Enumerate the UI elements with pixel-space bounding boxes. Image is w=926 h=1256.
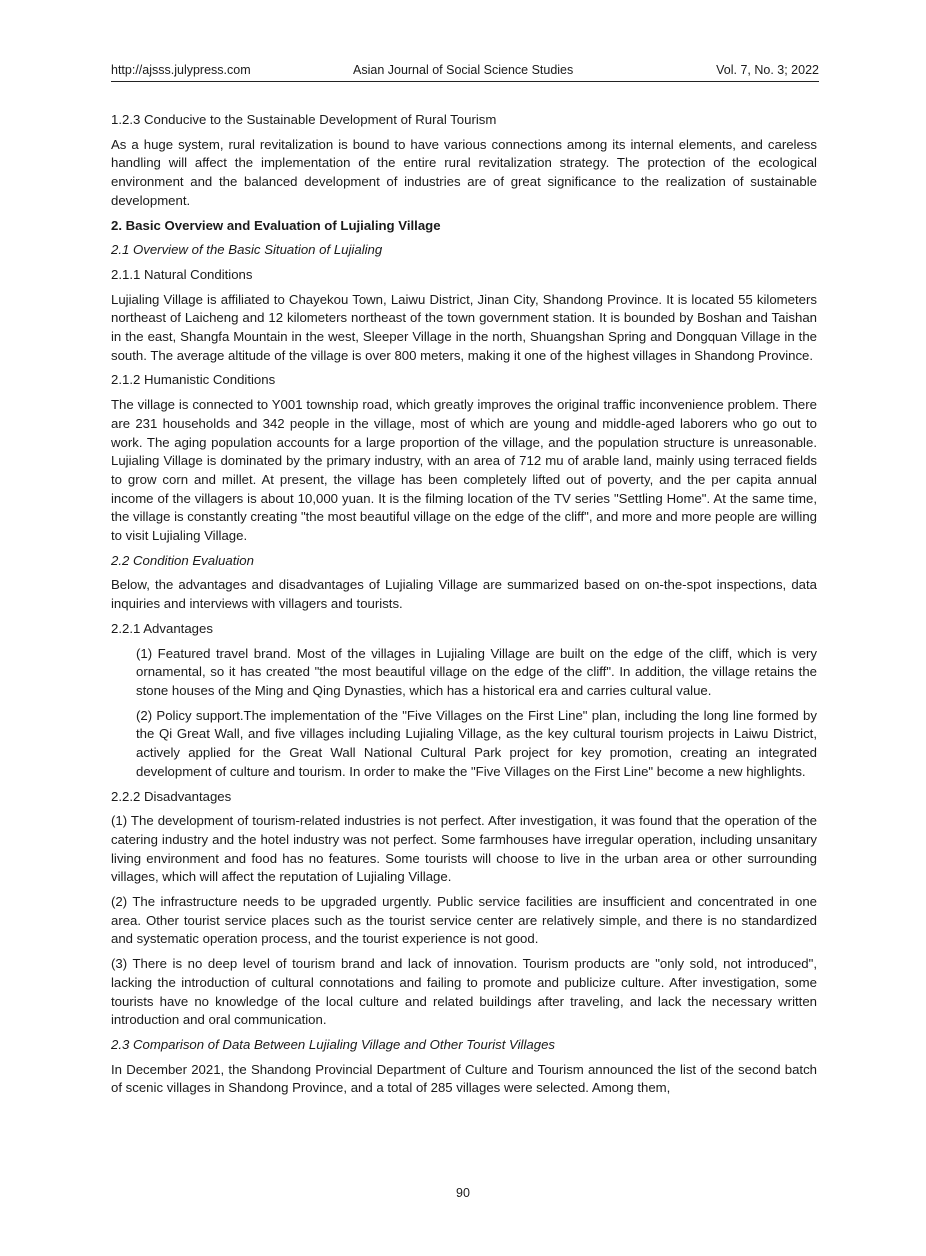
section-2-2-heading: 2.2 Condition Evaluation <box>111 552 254 568</box>
page-number: 90 <box>456 1186 470 1200</box>
section-2-heading: 2. Basic Overview and Evaluation of Lujialing Village <box>111 217 441 233</box>
section-2-2-2-heading: 2.2.2 Disadvantages <box>111 788 232 804</box>
journal-title: Asian Journal of Social Science Studies <box>353 63 574 77</box>
journal-url[interactable]: http://ajsss.julypress.com <box>111 63 251 77</box>
paragraph: Below, the advantages and disadvantages of Lujialing Village are summarized based on on-the-spot inspections, data inquiries and interviews with villagers and tourists. <box>111 577 817 612</box>
list-item: (1) The development of tourism-related industries is not perfect. After investigation, it was found that the operation of the catering industry and the hotel industry was not perfect. Some farmhouses have irregular operation, including unsanitary living environment and food has no features. Some tourists will choose to live in the urban area or other surrounding villages, which will affect the reputation of Lujialing Village. <box>111 813 817 885</box>
list-item: (2) Policy support.The implementation of the "Five Villages on the First Line" plan, including the long line formed by the Qi Great Wall, and five villages including Lujialing Village, as the key cultural tourism projects in Laiwu District, actively applied for the Great Wall National Cultural Park project for key promotion, creating an integrated development of culture and tourism. In order to make the "Five Villages on the First Line" become a new highlights. <box>136 707 817 779</box>
section-2-1-1-heading: 2.1.1 Natural Conditions <box>111 266 253 282</box>
paragraph: The village is connected to Y001 township road, which greatly improves the original traffic inconvenience problem. There are 231 households and 342 people in the village, most of which are young and middle-aged laborers who go out to work. The aging population accounts for a large proportion of the village, and the population structure is unreasonable. Lujialing Village is dominated by the primary industry, with an area of 712 mu of arable land, mainly using terraced fields to grow corn and millet. At present, the village has been completely lifted out of poverty, and the per capita annual income of the villagers is about 10,000 yuan. It is the filming location of the TV series "Settling Home". At the same time, the village is constantly creating "the most beautiful village on the edge of the cliff", and more and more people are willing to visit Lujialing Village. <box>111 397 817 544</box>
paragraph: Lujialing Village is affiliated to Chayekou Town, Laiwu District, Jinan City, Shandong Province. It is located 55 kilometers northeast of Laicheng and 12 kilometers northeast of the town government station. It is bounded by Boshan and Taishan in the east, Shangfa Mountain in the west, Sleeper Village in the north, Shuangshan Spring and Dongquan Village in the south. The average altitude of the village is over 800 meters, making it one of the highest villages in Shandong Province. <box>111 291 817 363</box>
list-item: (3) There is no deep level of tourism brand and lack of innovation. Tourism products are "only sold, not introduced", lacking the introduction of cultural connotations and failing to promote and publicize culture. After investigation, some tourists have no knowledge of the local culture and related buildings after traveling, and lack the necessary written introduction and oral communication. <box>111 956 817 1028</box>
paragraph: In December 2021, the Shandong Provincial Department of Culture and Tourism announced the list of the second batch of scenic villages in Shandong Province, and a total of 285 villages were selected. Among them, <box>111 1061 817 1096</box>
section-2-3-heading: 2.3 Comparison of Data Between Lujialing Village and Other Tourist Villages <box>111 1036 556 1052</box>
list-item: (2) The infrastructure needs to be upgraded urgently. Public service facilities are insufficient and concentrated in one area. Other tourist service places such as the tourist service center are relatively simple, and there is no standardized and systematic operation process, and the tourist experience is not good. <box>111 894 817 947</box>
paragraph: As a huge system, rural revitalization is bound to have various connections among its internal elements, and careless handling will affect the implementation of the entire rural revitalization strategy. The protection of the ecological environment and the balanced development of industries are of great significance to the realization of sustainable development. <box>111 136 817 208</box>
article-body <box>111 111 817 1104</box>
section-2-1-2-heading: 2.1.2 Humanistic Conditions <box>111 372 276 388</box>
section-1-2-3-heading: 1.2.3 Conducive to the Sustainable Development of Rural Tourism <box>111 112 497 127</box>
running-header <box>111 63 819 82</box>
volume-info: Vol. 7, No. 3; 2022 <box>716 63 819 77</box>
section-2-1-heading: 2.1 Overview of the Basic Situation of Lujialing <box>111 242 383 258</box>
list-item: (1) Featured travel brand. Most of the villages in Lujialing Village are built on the edge of the cliff, which is very ornamental, so it has created "the most beautiful village on the edge of the cliff". In addition, the village retains the stone houses of the Ming and Qing Dynasties, which has a historical era and carries cultural value. <box>136 645 817 698</box>
section-2-2-1-heading: 2.2.1 Advantages <box>111 620 213 636</box>
